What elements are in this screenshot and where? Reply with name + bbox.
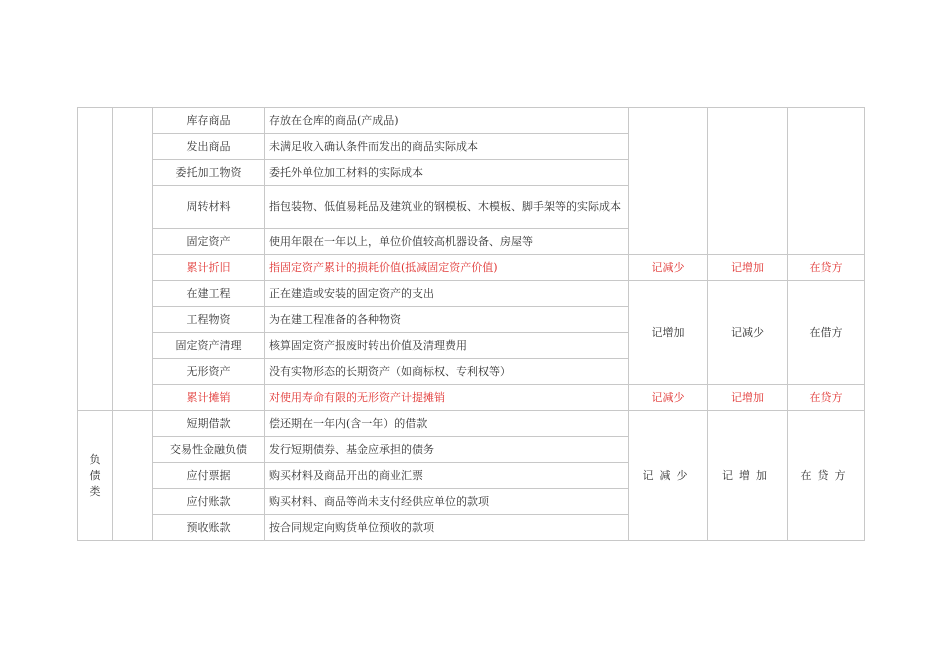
table-row [78,281,865,307]
credit-cell: 记减少 [708,281,788,385]
account-description: 为在建工程准备的各种物资 [265,307,629,333]
category-cell [78,411,113,541]
credit-cell: 记增加 [708,385,788,411]
debit-label: 记减少 [642,468,694,482]
account-name: 应付账款 [153,489,265,515]
balance-cell: 在贷方 [788,385,865,411]
debit-cell: 记减少 [629,385,708,411]
credit-cell: 记增加 [708,255,788,281]
table-row-highlight [78,385,865,411]
account-description: 没有实物形态的长期资产（如商标权、专利权等） [265,359,629,385]
account-name: 固定资产清理 [153,333,265,359]
account-name: 固定资产 [153,229,265,255]
account-description: 指固定资产累计的损耗价值(抵减固定资产价值) [265,255,629,281]
account-name: 累计摊销 [153,385,265,411]
account-description: 购买材料及商品开出的商业汇票 [265,463,629,489]
balance-cell: 在借方 [788,281,865,385]
debit-cell: 记减少 [629,255,708,281]
account-description: 按合同规定向购货单位预收的款项 [265,515,629,541]
account-name: 短期借款 [153,411,265,437]
table-row [78,108,865,134]
debit-cell [629,108,708,255]
account-name: 交易性金融负债 [153,437,265,463]
account-name: 无形资产 [153,359,265,385]
account-description: 正在建造或安装的固定资产的支出 [265,281,629,307]
subcategory-cell [113,108,153,411]
balance-label: 在贷方 [800,468,852,482]
account-description: 核算固定资产报废时转出价值及清理费用 [265,333,629,359]
account-name: 发出商品 [153,134,265,160]
account-description: 对使用寿命有限的无形资产计提摊销 [265,385,629,411]
subcategory-cell [113,411,153,541]
table-row-highlight [78,255,865,281]
account-description: 存放在仓库的商品(产成品) [265,108,629,134]
account-name: 应付票据 [153,463,265,489]
category-label: 负债类 [89,452,101,498]
account-name: 委托加工物资 [153,160,265,186]
account-table [77,107,865,541]
table-row [78,411,865,437]
debit-cell [629,411,708,541]
account-name: 周转材料 [153,186,265,229]
debit-cell: 记增加 [629,281,708,385]
account-name: 工程物资 [153,307,265,333]
credit-label: 记增加 [722,468,773,482]
account-name: 在建工程 [153,281,265,307]
account-description: 指包装物、低值易耗品及建筑业的钢模板、木模板、脚手架等的实际成本 [265,186,629,229]
category-cell [78,108,113,411]
credit-cell [708,108,788,255]
balance-cell [788,411,865,541]
balance-cell [788,108,865,255]
balance-cell: 在贷方 [788,255,865,281]
account-description: 购买材料、商品等尚未支付经供应单位的款项 [265,489,629,515]
account-name: 库存商品 [153,108,265,134]
account-description: 未满足收入确认条件而发出的商品实际成本 [265,134,629,160]
account-name: 累计折旧 [153,255,265,281]
account-description: 委托外单位加工材料的实际成本 [265,160,629,186]
account-description: 使用年限在一年以上，单位价值较高机器设备、房屋等 [265,229,629,255]
account-name: 预收账款 [153,515,265,541]
credit-cell [708,411,788,541]
account-description: 偿还期在一年内(含一年）的借款 [265,411,629,437]
account-description: 发行短期债券、基金应承担的债务 [265,437,629,463]
